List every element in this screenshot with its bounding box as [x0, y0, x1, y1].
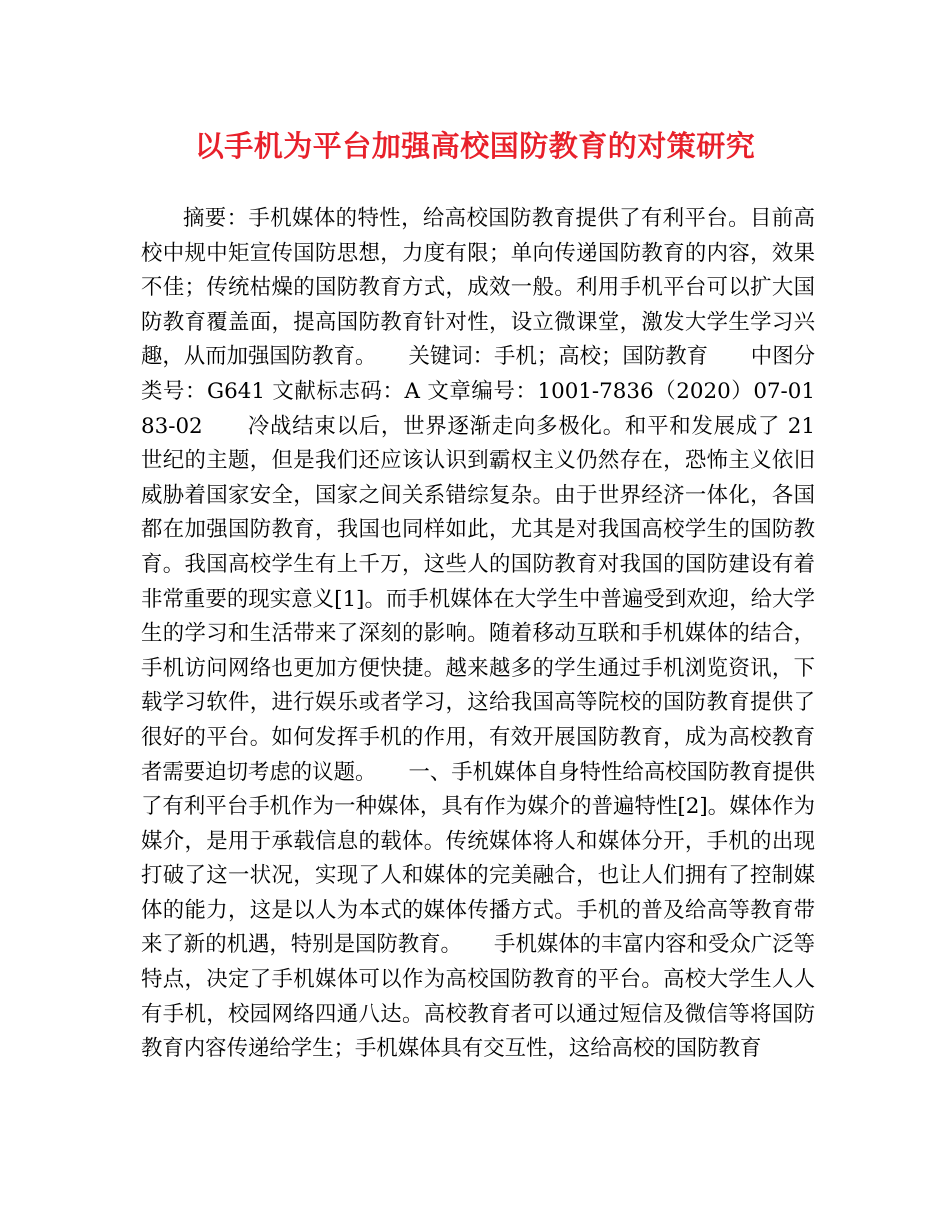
document-body: 摘要：手机媒体的特性，给高校国防教育提供了有利平台。目前高校中规中矩宣传国防思想，力度有限；单向传递国防教育的内容，效果不佳；传统枯燥的国防教育方式，成效一般。利用手机平台可以扩大国防教育覆盖面，提高国防教育针对性，设立微课堂，激发大学生学习兴趣，从而加强国防教育。 关键词：手机；高校；国防教育 中图分类号：G641 文献标志码：A 文章编号：1001-7836（2020）07-0183-02 冷战结束以后，世界逐渐走向多极化。和平和发展成了 21 世纪的主题，但是我们还应该认识到霸权主义仍然存在，恐怖主义依旧威胁着国家安全，国家之间关系错综复杂。由于世界经济一体化，各国都在加强国防教育，我国也同样如此，尤其是对我国高校学生的国防教育。我国高校学生有上千万，这些人的国防教育对我国的国防建设有着非常重要的现实意义[1]。而手机媒体在大学生中普遍受到欢迎，给大学生的学习和生活带来了深刻的影响。随着移动互联和手机媒体的结合，手机访问网络也更加方便快捷。越来越多的学生通过手机浏览资讯，下载学习软件，进行娱乐或者学习，这给我国高等院校的国防教育提供了很好的平台。如何发挥手机的作用，有效开展国防教育，成为高校教育者需要迫切考虑的议题。 一、手机媒体自身特性给高校国防教育提供了有利平台手机作为一种媒体，具有作为媒介的普遍特性[2]。媒体作为媒介，是用于承载信息的载体。传统媒体将人和媒体分开，手机的出现打破了这一状况，实现了人和媒体的完美融合，也让人们拥有了控制媒体的能力，这是以人为本式的媒体传播方式。手机的普及给高等教育带来了新的机遇，特别是国防教育。 手机媒体的丰富内容和受众广泛等特点，决定了手机媒体可以作为高校国防教育的平台。高校大学生人人有手机，校园网络四通八达。高校教育者可以通过短信及微信等将国防教育内容传递给学生；手机媒体具有交互性，这给高校的国防教育 [141, 206, 815, 1062]
document-title: 以手机为平台加强高校国防教育的对策研究 [194, 129, 756, 163]
